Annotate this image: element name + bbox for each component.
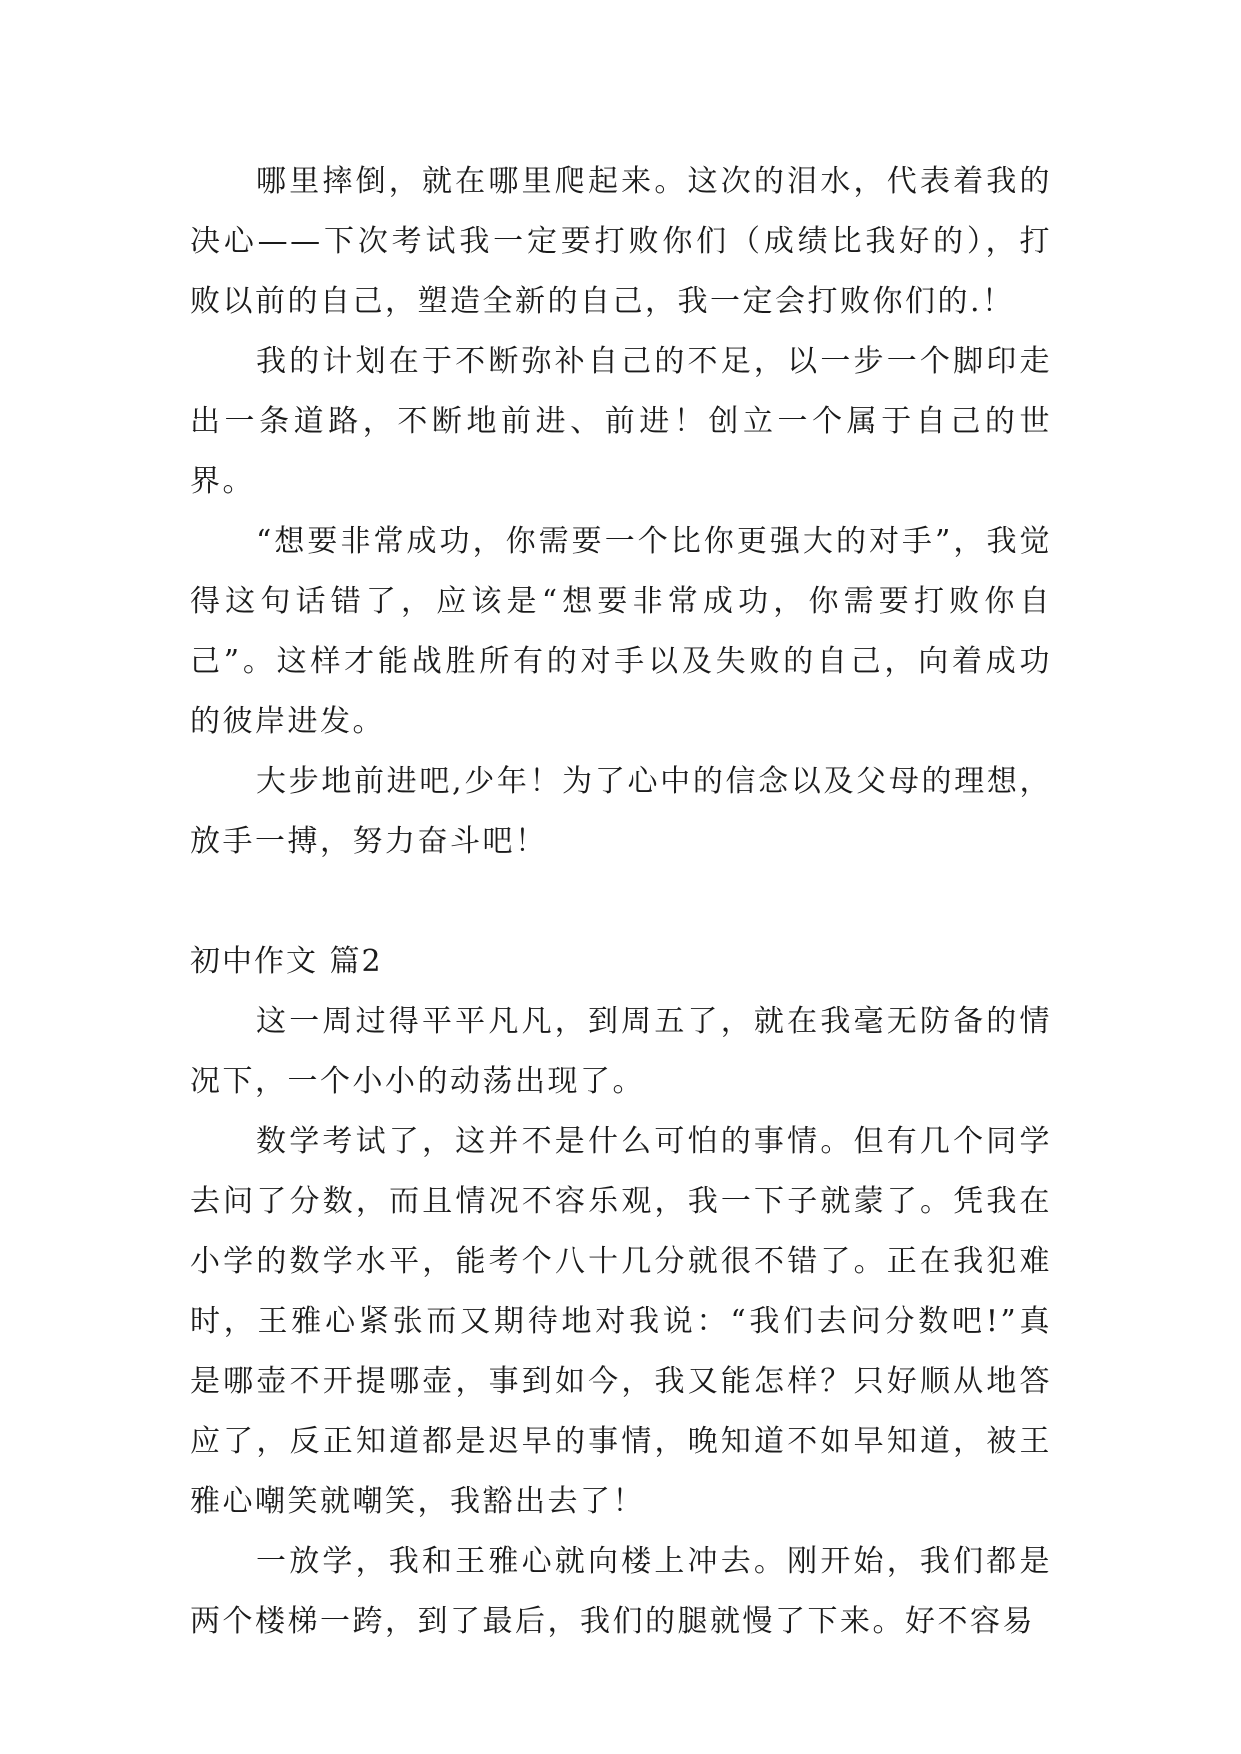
section-heading: 初中作文 篇2 xyxy=(190,944,383,979)
paragraph-encourage: 大步地前进吧,少年！为了心中的信念以及父母的理想，放手一搏，努力奋斗吧！ xyxy=(190,764,1052,859)
paragraph-resolve: 哪里摔倒，就在哪里爬起来。这次的泪水，代表着我的决心——下次考试我一定要打败你们（成绩比我好的），打败以前的自己，塑造全新的自己，我一定会打败你们的.！ xyxy=(190,164,1052,319)
document-body xyxy=(190,152,1052,1652)
paragraph-after-school: 一放学，我和王雅心就向楼上冲去。刚开始，我们都是两个楼梯一跨，到了最后，我们的腿就慢了下来。好不容易 xyxy=(190,1544,1052,1639)
paragraph-math-exam: 数学考试了，这并不是什么可怕的事情。但有几个同学去问了分数，而且情况不容乐观，我一下子就蒙了。凭我在小学的数学水平，能考个八十几分就很不错了。正在我犯难时，王雅心紧张而又期待地对我说：“我们去问分数吧!”真是哪壶不开提哪壶，事到如今，我又能怎样？只好顺从地答应了，反正知道都是迟早的事情，晚知道不如早知道，被王雅心嘲笑就嘲笑，我豁出去了！ xyxy=(190,1124,1052,1519)
paragraph-plan: 我的计划在于不断弥补自己的不足，以一步一个脚印走出一条道路，不断地前进、前进！创立一个属于自己的世界。 xyxy=(190,344,1052,499)
paragraph-quote: “想要非常成功，你需要一个比你更强大的对手”，我觉得这句话错了，应该是“想要非常成功，你需要打败你自己”。这样才能战胜所有的对手以及失败的自己，向着成功的彼岸进发。 xyxy=(190,524,1052,739)
paragraph-week: 这一周过得平平凡凡，到周五了，就在我毫无防备的情况下，一个小小的动荡出现了。 xyxy=(190,1004,1052,1099)
